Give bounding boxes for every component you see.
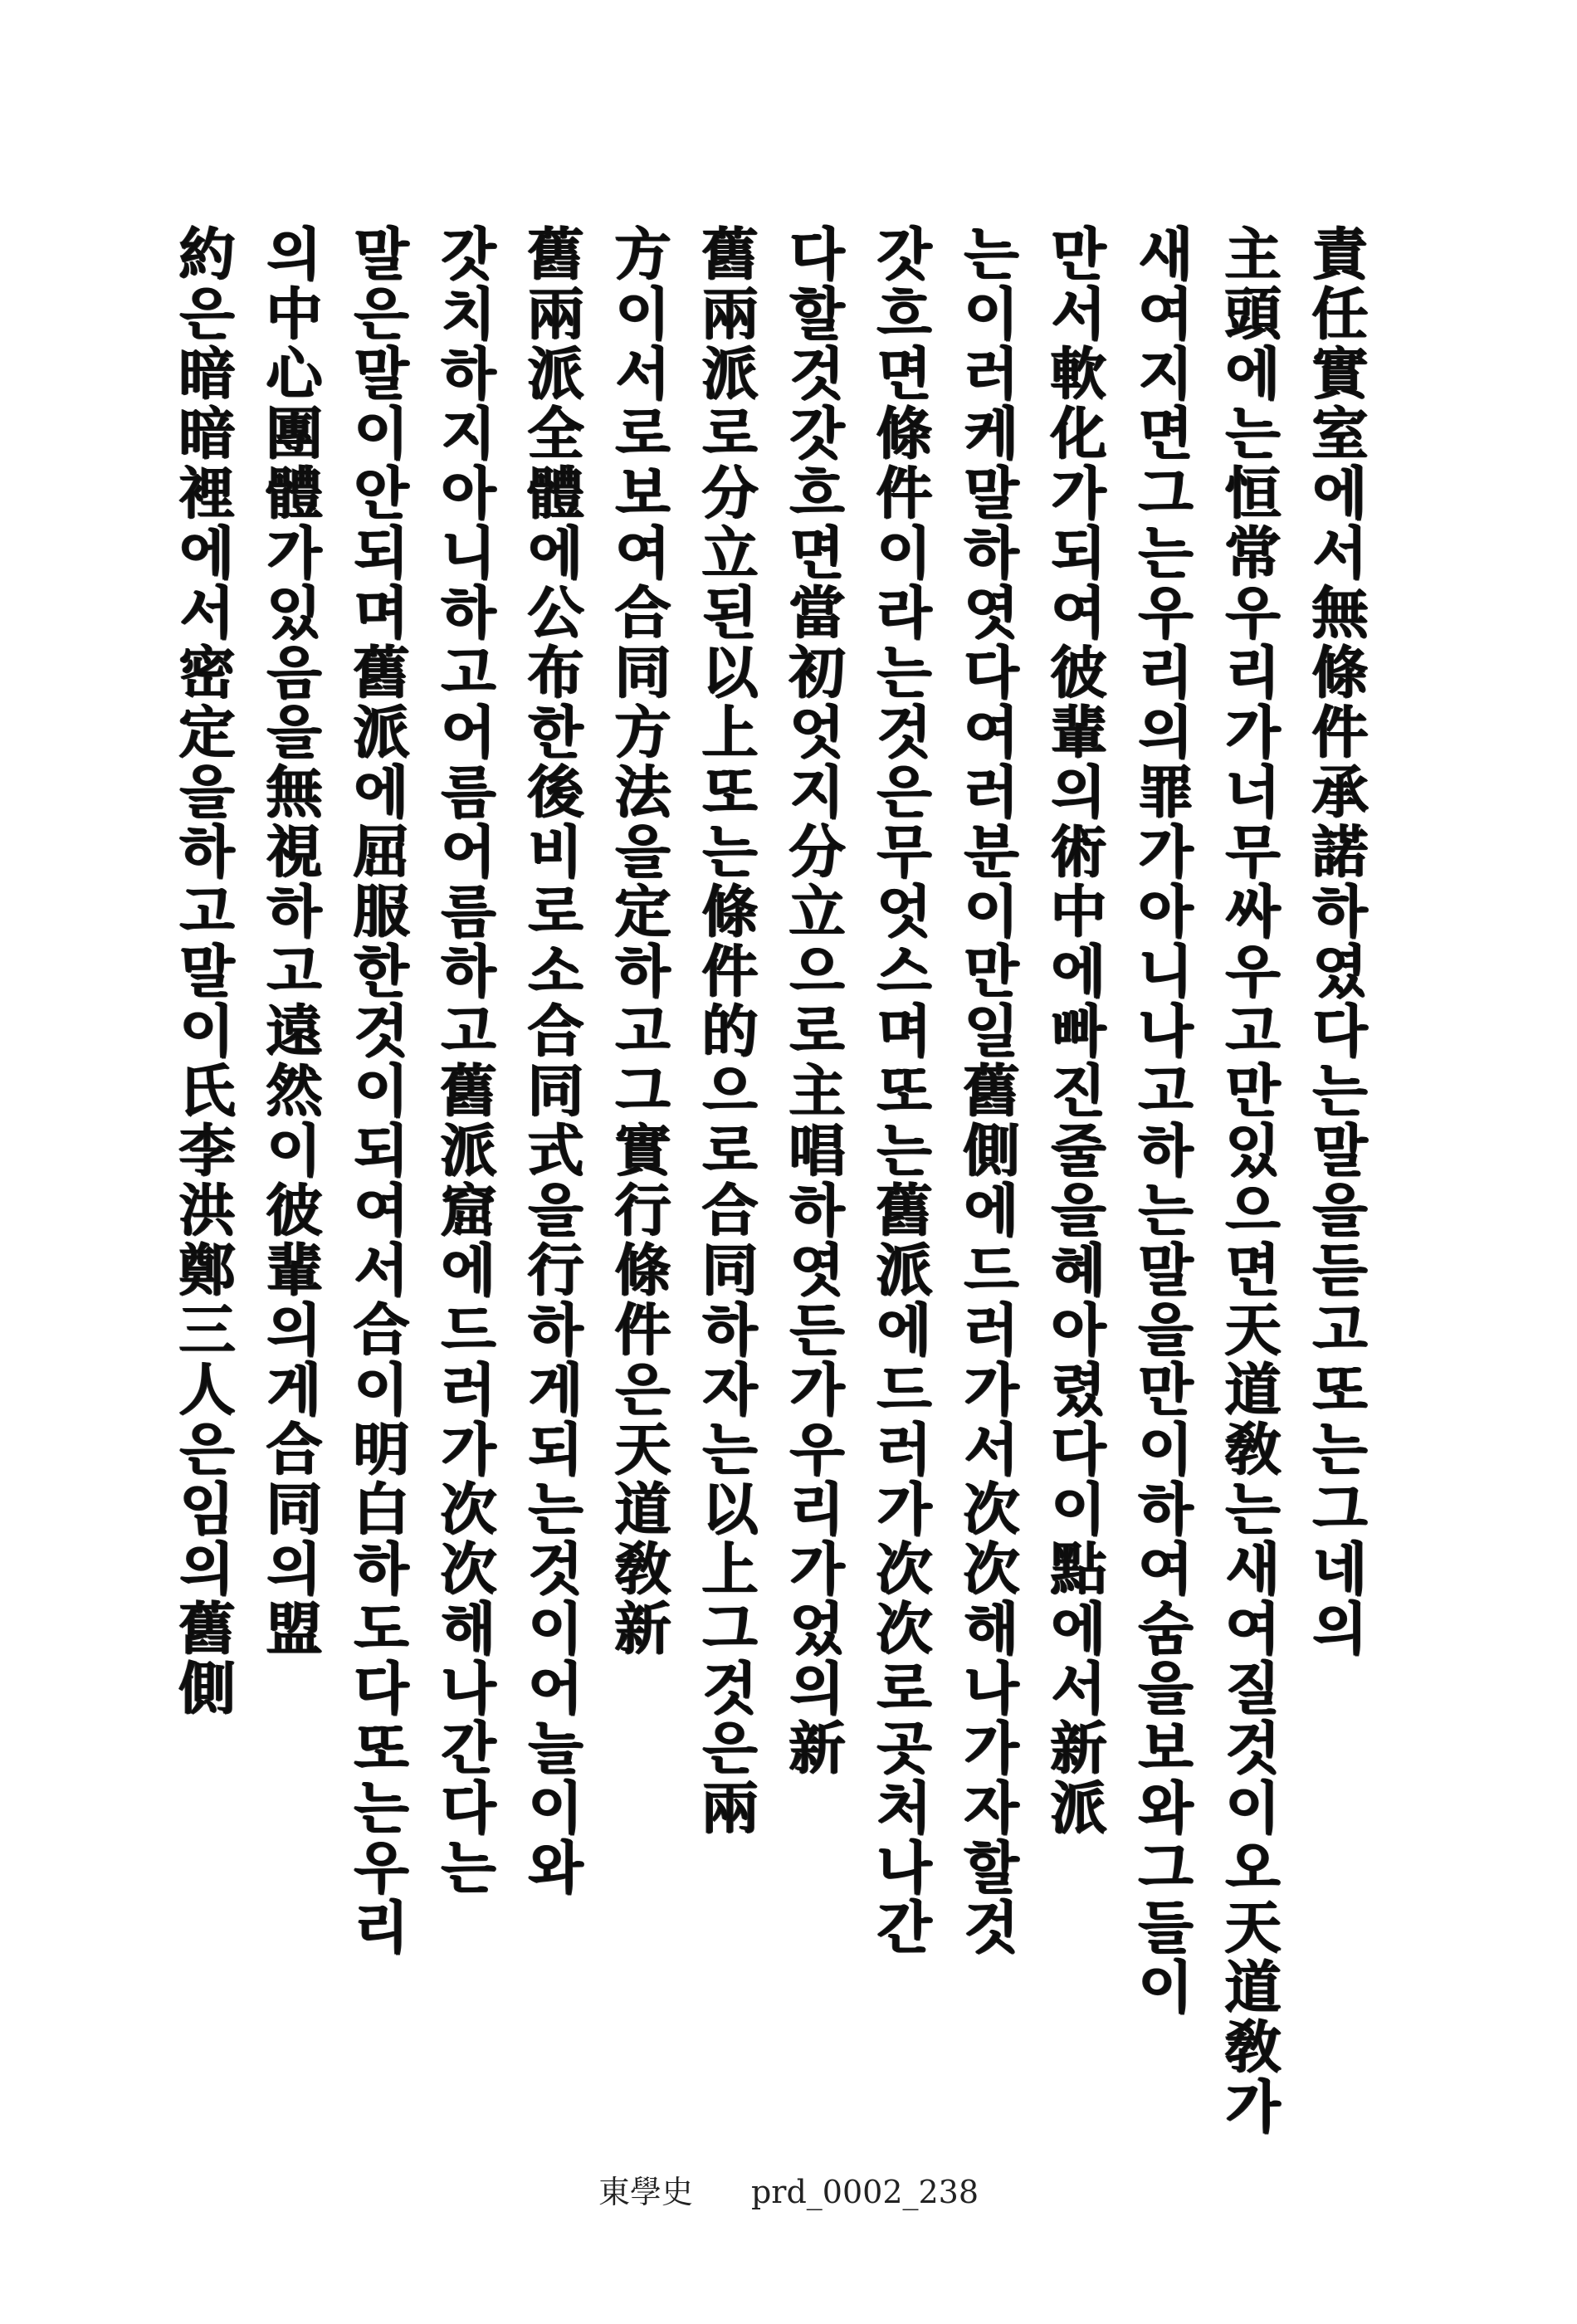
manuscript-column-13: 의中心團體가있음을無視하고遠然이彼輩의게合同의盟	[256, 224, 323, 1658]
manuscript-column-14: 約은暗暗裡에서密定을하고말이氏李洪鄭三人은임의舊側	[169, 224, 236, 1718]
handwritten-manuscript	[149, 224, 1378, 2136]
page-id: prd_0002_238	[750, 2174, 979, 2210]
manuscript-column-8: 舊兩派로分立된以上또는條件的으로合同하자는以上그것은兩	[692, 224, 759, 1838]
manuscript-column-1: 責任實室에서無條件承諾하였다는말을듣고또는그네의	[1302, 224, 1369, 1658]
manuscript-column-9: 方이서로보여合同方法을定하고그實行條件은天道敎新	[605, 224, 671, 1658]
manuscript-column-11: 갓치하지아니하고어름어름하고舊派窟에드러가次次해나간다는	[431, 224, 497, 1897]
manuscript-column-4: 만서軟化가되여彼輩의術中에빠진줄을혜아렸다이點에서新派	[1041, 224, 1107, 1838]
manuscript-column-3: 새여지면그는우리의罪가아니나고하는말을만이하여숨을보와그들이	[1128, 224, 1194, 2017]
manuscript-column-7: 다할것갓흐면當初엇지分立으로主唱하엿든가우리가었의新	[779, 224, 846, 1778]
manuscript-column-12: 말은말이안되며舊派에屈服한것이되여서合이明白하도다또는우리	[344, 224, 410, 1957]
manuscript-column-5: 는이러케말하엿다여러분이만일舊側에드러가서次次해나가자할것	[954, 224, 1020, 1957]
page-footer	[0, 2166, 1577, 2212]
manuscript-column-6: 갓흐면條件이라는것은무엇스며또는舊派에드러가次次로곳처나간	[867, 224, 933, 1957]
manuscript-column-10: 舊兩派全體에公布한後비로소合同式을行하게되는것이어늘이와	[518, 224, 584, 1897]
book-title: 東學史	[598, 2174, 693, 2210]
manuscript-column-2: 主頭에는恒常우리가너무싸우고만있으면天道敎는새여질것이오天道敎가	[1215, 224, 1282, 2136]
